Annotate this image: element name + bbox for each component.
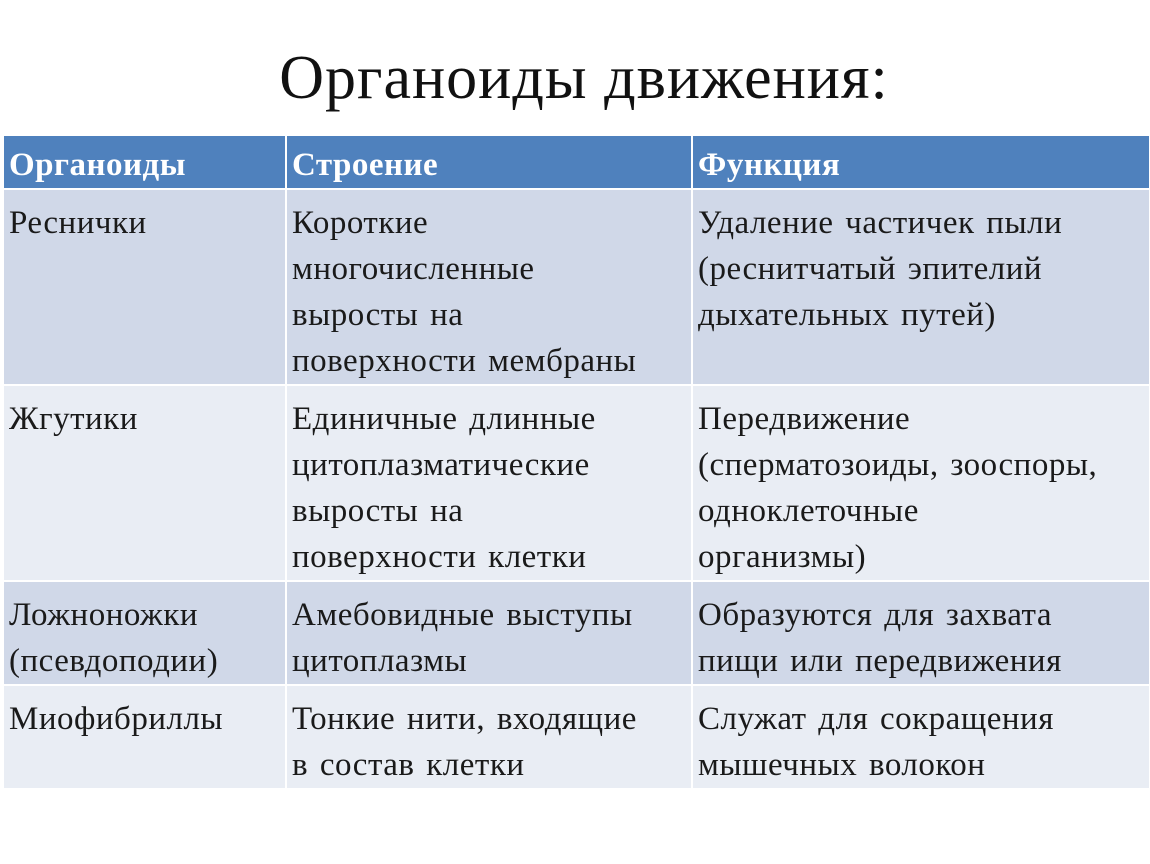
cell-function xyxy=(692,189,1150,385)
cell-organoid xyxy=(3,385,286,581)
cell-line: дыхательных путей) xyxy=(698,297,996,333)
cell-line: (псевдоподии) xyxy=(9,643,219,679)
cell-function xyxy=(692,385,1150,581)
cell-line: Удаление частичек пыли xyxy=(698,205,1063,241)
cell-line: одноклеточные xyxy=(698,493,919,529)
cell-line: Жгутики xyxy=(9,401,138,437)
cell-line: Амебовидные выступы xyxy=(292,597,633,633)
table-row xyxy=(3,189,1150,385)
cell-line: пищи или передвижения xyxy=(698,643,1062,679)
cell-line: Миофибриллы xyxy=(9,701,224,737)
cell-line: Короткие xyxy=(292,205,429,241)
table-row xyxy=(3,685,1150,789)
cell-structure xyxy=(286,581,692,685)
cell-line: выросты на xyxy=(292,297,464,333)
cell-line: Тонкие нити, входящие xyxy=(292,701,637,737)
cell-line: многочисленные xyxy=(292,251,535,287)
cell-structure xyxy=(286,685,692,789)
cell-line: организмы) xyxy=(698,539,867,575)
header-function: Функция xyxy=(692,135,1150,189)
cell-line: в состав клетки xyxy=(292,747,525,783)
cell-structure xyxy=(286,189,692,385)
cell-line: Образуются для захвата xyxy=(698,597,1053,633)
cell-line: (сперматозоиды, зооспоры, xyxy=(698,447,1098,483)
cell-line: поверхности клетки xyxy=(292,539,587,575)
cell-line: (реснитчатый эпителий xyxy=(698,251,1043,287)
cell-line: выросты на xyxy=(292,493,464,529)
cell-line: цитоплазмы xyxy=(292,643,468,679)
cell-line: поверхности мембраны xyxy=(292,343,637,379)
slide-title: Органоиды движения: xyxy=(279,44,889,112)
cell-organoid xyxy=(3,581,286,685)
cell-structure xyxy=(286,385,692,581)
cell-line: цитоплазматические xyxy=(292,447,590,483)
cell-line: мышечных волокон xyxy=(698,747,986,783)
cell-organoid xyxy=(3,685,286,789)
cell-line: Ложноножки xyxy=(9,597,199,633)
table-header-row xyxy=(3,135,1150,189)
header-organoids: Органоиды xyxy=(3,135,286,189)
cell-line: Единичные длинные xyxy=(292,401,596,437)
table-row xyxy=(3,385,1150,581)
header-structure: Строение xyxy=(286,135,692,189)
cell-line: Служат для сокращения xyxy=(698,701,1054,737)
table-row xyxy=(3,581,1150,685)
cell-function xyxy=(692,685,1150,789)
cell-line: Передвижение xyxy=(698,401,911,437)
organoids-table xyxy=(2,134,1150,790)
cell-organoid xyxy=(3,189,286,385)
cell-line: Реснички xyxy=(9,205,147,241)
cell-function xyxy=(692,581,1150,685)
